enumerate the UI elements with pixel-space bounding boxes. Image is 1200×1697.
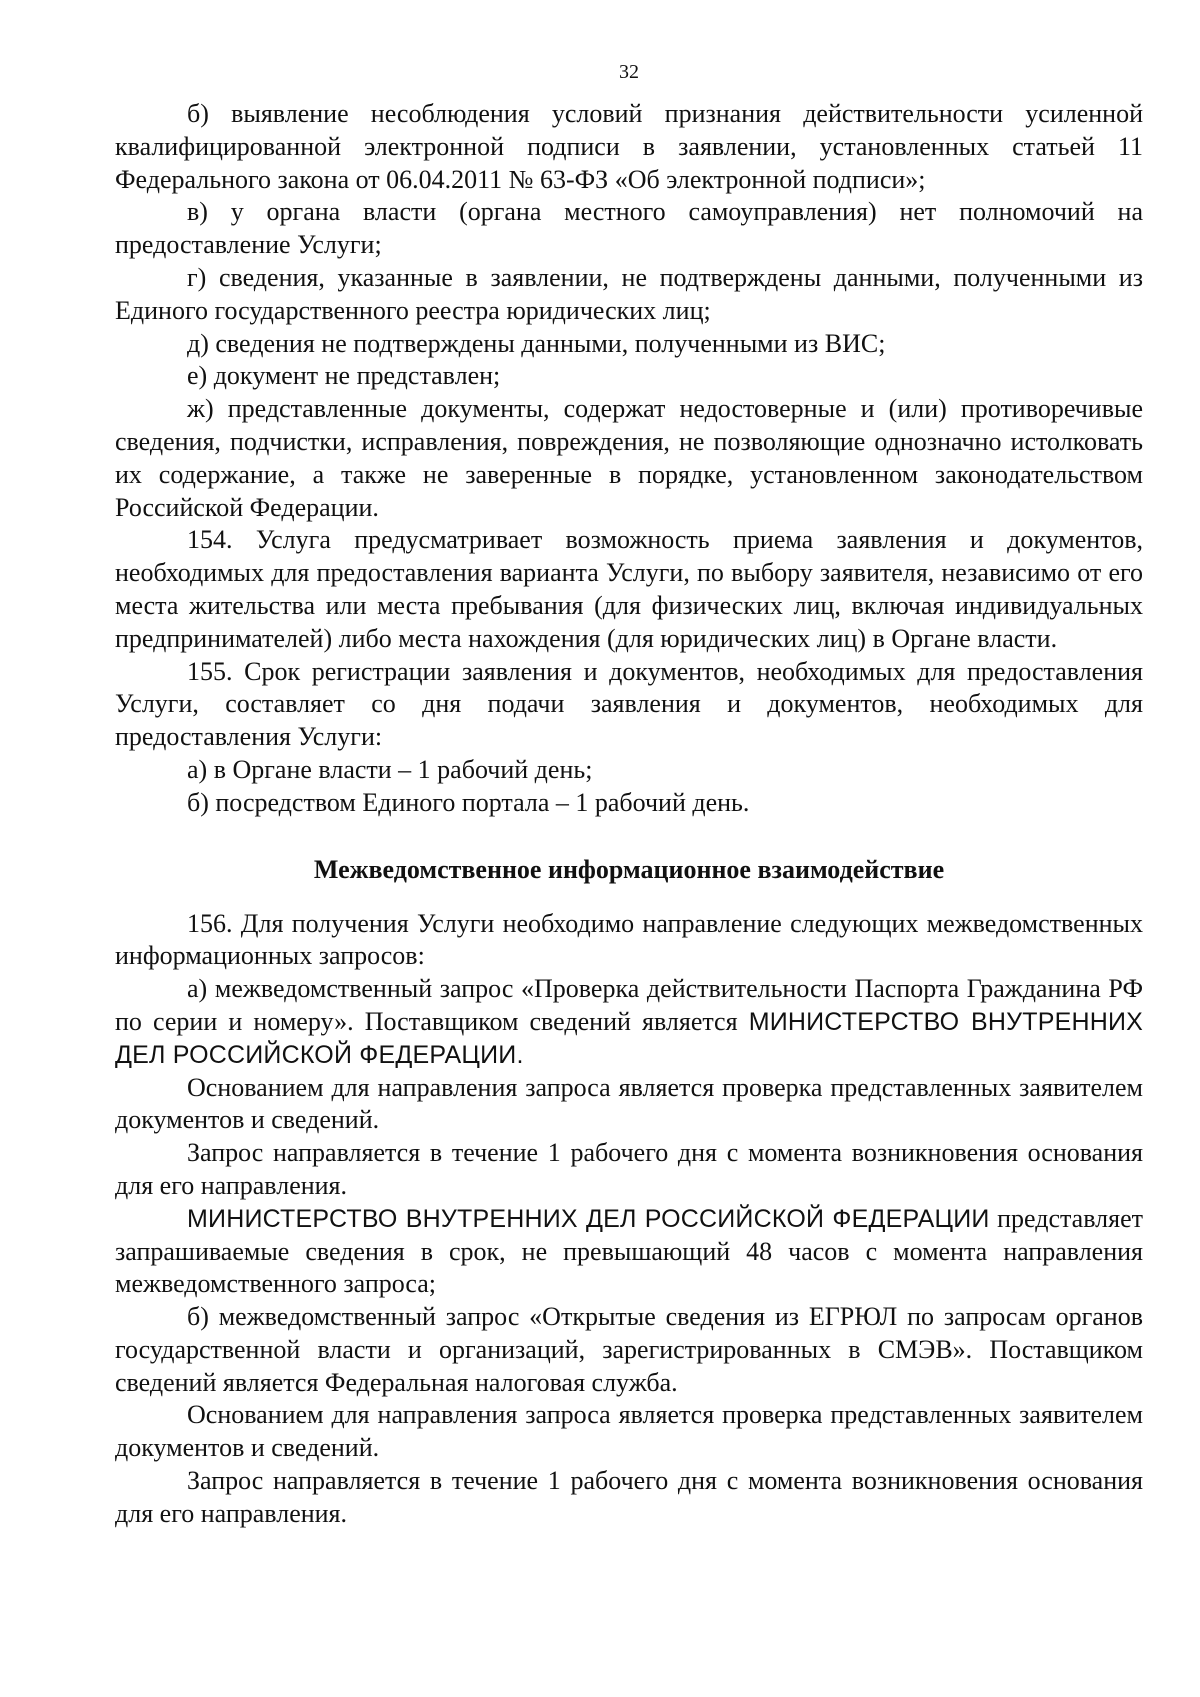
paragraph-request-1: Запрос направляется в течение 1 рабочего дня с момента возникновения основания для его направления.: [115, 1138, 1143, 1200]
paragraph-e-document: е) документ не представлен;: [187, 361, 501, 391]
document-page: [115, 60, 1143, 1531]
paragraph-156-a: [115, 973, 1143, 1071]
paragraph-zh-invalid-docs: ж) представленные документы, содержат недостоверные и (или) противоречивые сведения, подчистки, исправления, повреждения, не позволяющие однозначно истолковать их содержание, а также не заверенные в порядке, установленном законодательством Российской Федерации.: [115, 394, 1143, 522]
paragraph-basis-2: Основанием для направления запроса является проверка представленных заявителем документов и сведений.: [115, 1400, 1143, 1463]
paragraph-mvd-provides: [115, 1203, 1143, 1301]
paragraph-mvd-provides-text: представляет запрашиваемые сведения в срок, не превышающий 48 часов с момента направления межведомственного запроса;: [115, 1203, 1143, 1299]
ministry-name: МИНИСТЕРСТВО ВНУТРЕННИХ ДЕЛ РОССИЙСКОЙ ФЕДЕРАЦИИ.: [115, 1007, 1143, 1069]
paragraph-d-vis: д) сведения не подтверждены данными, полученными из ВИС;: [187, 328, 886, 358]
ministry-name-2: МИНИСТЕРСТВО ВНУТРЕННИХ ДЕЛ РОССИЙСКОЙ ФЕДЕРАЦИИ: [187, 1204, 990, 1233]
paragraph-155-b: б) посредством Единого портала – 1 рабочий день.: [187, 787, 750, 817]
paragraph-154: 154. Услуга предусматривает возможность приема заявления и документов, необходимых для предоставления варианта Услуги, по выбору заявителя, независимо от его места жительства или места пребывания (для физических лиц, включая индивидуальных предпринимателей) либо места нахождения (для юридических лиц) в Органе власти.: [115, 525, 1143, 653]
paragraph-156: 156. Для получения Услуги необходимо направление следующих межведомственных информационных запросов:: [115, 908, 1143, 971]
paragraph-request-2: Запрос направляется в течение 1 рабочего дня с момента возникновения основания для его направления.: [115, 1466, 1143, 1528]
paragraph-g-egrul: г) сведения, указанные в заявлении, не подтверждены данными, полученными из Единого государственного реестра юридических лиц;: [115, 262, 1143, 325]
paragraph-b-signature: б) выявление несоблюдения условий признания действительности усиленной квалифицированной электронной подписи в заявлении, установленных статьей 11 Федерального закона от 06.04.2011 № 63-ФЗ «Об электронной подписи»;: [115, 99, 1143, 194]
paragraph-v-authority: в) у органа власти (органа местного самоуправления) нет полномочий на предоставление Услуги;: [115, 197, 1143, 260]
paragraph-155-a: а) в Органе власти – 1 рабочий день;: [187, 754, 593, 784]
section-heading: Межведомственное информационное взаимодействие: [313, 854, 945, 884]
paragraph-155: 155. Срок регистрации заявления и документов, необходимых для предоставления Услуги, составляет со дня подачи заявления и документов, необходимых для предоставления Услуги:: [115, 656, 1143, 752]
paragraph-basis-1: Основанием для направления запроса является проверка представленных заявителем документов и сведений.: [115, 1072, 1143, 1135]
page-number: 32: [619, 61, 639, 83]
paragraph-156-b: б) межведомственный запрос «Открытые сведения из ЕГРЮЛ по запросам органов государственной власти и организаций, зарегистрированных в СМЭВ». Поставщиком сведений является Федеральная налоговая служба.: [115, 1302, 1143, 1397]
paragraph-156-a-text: а) межведомственный запрос «Проверка действительности Паспорта Гражданина РФ по серии и номеру». Поставщиком сведений является: [115, 974, 1143, 1036]
